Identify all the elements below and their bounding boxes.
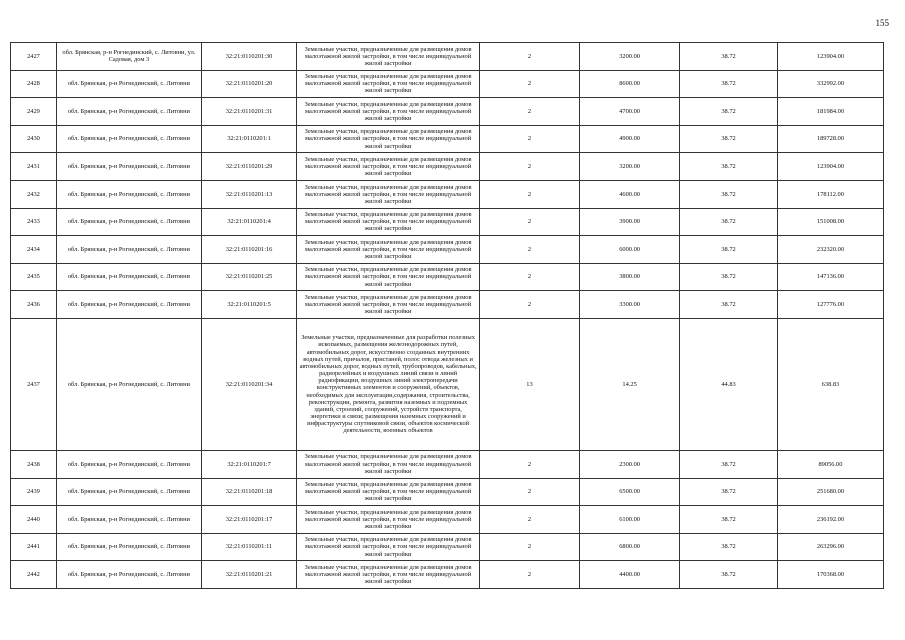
cadastral-value-cell: 178112.00 (777, 180, 883, 208)
area-cell: 8600.00 (580, 70, 680, 98)
category-cell: 2 (479, 43, 579, 71)
category-cell: 2 (479, 208, 579, 236)
cadastral-number-cell: 32:21:0110201:21 (201, 561, 296, 589)
cadastral-value-table (10, 42, 884, 589)
permitted-use-cell: Земельные участки, предназначенные для размещения домов малоэтажной жилой застройки, в том числе индивидуальной жилой застройки (297, 506, 480, 534)
permitted-use-cell: Земельные участки, предназначенные для размещения домов малоэтажной жилой застройки, в том числе индивидуальной жилой застройки (297, 561, 480, 589)
address-cell: обл. Брянская, р-н Рогнединский, с. Литовни (56, 318, 201, 450)
category-cell: 2 (479, 180, 579, 208)
category-cell: 2 (479, 291, 579, 319)
address-cell: обл. Брянская, р-н Рогнединский, с. Литовни (56, 561, 201, 589)
table-row (11, 263, 884, 291)
specific-value-cell: 38.72 (680, 506, 778, 534)
cadastral-number-cell: 32:21:0110201:31 (201, 98, 296, 126)
specific-value-cell: 38.72 (680, 533, 778, 561)
cadastral-number-cell: 32:21:0110201:5 (201, 291, 296, 319)
cadastral-value-cell: 638.83 (777, 318, 883, 450)
row-number: 2438 (11, 450, 57, 478)
area-cell: 14.25 (580, 318, 680, 450)
table-row (11, 450, 884, 478)
address-cell: обл. Брянская, р-н Рогнединский, с. Литовни (56, 263, 201, 291)
cadastral-value-cell: 189728.00 (777, 125, 883, 153)
table-row (11, 236, 884, 264)
permitted-use-cell: Земельные участки, предназначенные для размещения домов малоэтажной жилой застройки, в том числе индивидуальной жилой застройки (297, 43, 480, 71)
specific-value-cell: 38.72 (680, 478, 778, 506)
permitted-use-cell: Земельные участки, предназначенные для размещения домов малоэтажной жилой застройки, в том числе индивидуальной жилой застройки (297, 98, 480, 126)
table-row (11, 180, 884, 208)
page-number: 155 (875, 18, 889, 28)
area-cell: 3200.00 (580, 153, 680, 181)
table-row (11, 478, 884, 506)
cadastral-number-cell: 32:21:0110201:34 (201, 318, 296, 450)
row-number: 2436 (11, 291, 57, 319)
cadastral-value-cell: 263296.00 (777, 533, 883, 561)
category-cell: 2 (479, 236, 579, 264)
area-cell: 3200.00 (580, 43, 680, 71)
permitted-use-cell: Земельные участки, предназначенные для размещения домов малоэтажной жилой застройки, в том числе индивидуальной жилой застройки (297, 263, 480, 291)
table-row (11, 506, 884, 534)
cadastral-number-cell: 32:21:0110201:11 (201, 533, 296, 561)
cadastral-number-cell: 32:21:0110201:16 (201, 236, 296, 264)
address-cell: обл. Брянская, р-н Рогнединский, с. Литовни (56, 291, 201, 319)
row-number: 2428 (11, 70, 57, 98)
area-cell: 3900.00 (580, 208, 680, 236)
permitted-use-cell: Земельные участки, предназначенные для разработки полезных ископаемых, размещения железнодорожных путей, автомобильных дорог, искусственно созданных внутренних водных путей, причалов, пристаней, полос отвода железных и автомобильных дорог, водных путей, трубопроводов, кабельных, радиорелейных и воздушных линий связи и линий радиофикации, воздушных линий электропередачи конструктивных элементов и сооружений, объектов, необходимых для эксплуатации,содержания, строительства, реконструкции, ремонта, развития наземных и подземных зданий, строений, сооружений, устройств транспорта, энергетики и связи; размещения наземных сооружений и инфраструктуры спутниковой связи, объектов космической деятельности, военных объектов (297, 318, 480, 450)
address-cell: обл. Брянская, р-н Рогнединский, с. Литовни (56, 450, 201, 478)
row-number: 2434 (11, 236, 57, 264)
specific-value-cell: 38.72 (680, 291, 778, 319)
permitted-use-cell: Земельные участки, предназначенные для размещения домов малоэтажной жилой застройки, в том числе индивидуальной жилой застройки (297, 478, 480, 506)
area-cell: 3300.00 (580, 291, 680, 319)
cadastral-number-cell: 32:21:0110201:4 (201, 208, 296, 236)
table-body (11, 43, 884, 589)
cadastral-number-cell: 32:21:0110201:25 (201, 263, 296, 291)
area-cell: 3800.00 (580, 263, 680, 291)
cadastral-value-cell: 181984.00 (777, 98, 883, 126)
specific-value-cell: 38.72 (680, 450, 778, 478)
permitted-use-cell: Земельные участки, предназначенные для размещения домов малоэтажной жилой застройки, в том числе индивидуальной жилой застройки (297, 533, 480, 561)
area-cell: 2300.00 (580, 450, 680, 478)
address-cell: обл. Брянская, р-н Рогнединский, с. Литовни (56, 180, 201, 208)
specific-value-cell: 38.72 (680, 236, 778, 264)
cadastral-number-cell: 32:21:0110201:20 (201, 70, 296, 98)
table-row (11, 43, 884, 71)
permitted-use-cell: Земельные участки, предназначенные для размещения домов малоэтажной жилой застройки, в том числе индивидуальной жилой застройки (297, 180, 480, 208)
row-number: 2429 (11, 98, 57, 126)
table-row (11, 318, 884, 450)
cadastral-value-cell: 123904.00 (777, 153, 883, 181)
category-cell: 2 (479, 533, 579, 561)
permitted-use-cell: Земельные участки, предназначенные для размещения домов малоэтажной жилой застройки, в том числе индивидуальной жилой застройки (297, 70, 480, 98)
area-cell: 4700.00 (580, 98, 680, 126)
specific-value-cell: 38.72 (680, 153, 778, 181)
specific-value-cell: 38.72 (680, 263, 778, 291)
permitted-use-cell: Земельные участки, предназначенные для размещения домов малоэтажной жилой застройки, в том числе индивидуальной жилой застройки (297, 291, 480, 319)
cadastral-number-cell: 32:21:0110201:30 (201, 43, 296, 71)
cadastral-value-cell: 123904.00 (777, 43, 883, 71)
area-cell: 6800.00 (580, 533, 680, 561)
table-row (11, 98, 884, 126)
cadastral-value-cell: 147136.00 (777, 263, 883, 291)
area-cell: 4600.00 (580, 180, 680, 208)
row-number: 2433 (11, 208, 57, 236)
address-cell: обл. Брянская, р-н Рогнединский, с. Литовни, ул. Садовая, дом 3 (56, 43, 201, 71)
address-cell: обл. Брянская, р-н Рогнединский, с. Литовни (56, 478, 201, 506)
address-cell: обл. Брянская, р-н Рогнединский, с. Литовни (56, 125, 201, 153)
row-number: 2430 (11, 125, 57, 153)
cadastral-number-cell: 32:21:0110201:13 (201, 180, 296, 208)
permitted-use-cell: Земельные участки, предназначенные для размещения домов малоэтажной жилой застройки, в том числе индивидуальной жилой застройки (297, 153, 480, 181)
table-row (11, 561, 884, 589)
cadastral-value-cell: 170368.00 (777, 561, 883, 589)
row-number: 2431 (11, 153, 57, 181)
specific-value-cell: 38.72 (680, 98, 778, 126)
address-cell: обл. Брянская, р-н Рогнединский, с. Литовни (56, 208, 201, 236)
area-cell: 6000.00 (580, 236, 680, 264)
table-row (11, 153, 884, 181)
specific-value-cell: 44.83 (680, 318, 778, 450)
address-cell: обл. Брянская, р-н Рогнединский, с. Литовни (56, 70, 201, 98)
cadastral-value-cell: 251680.00 (777, 478, 883, 506)
cadastral-value-cell: 151008.00 (777, 208, 883, 236)
cadastral-number-cell: 32:21:0110201:18 (201, 478, 296, 506)
category-cell: 2 (479, 153, 579, 181)
row-number: 2427 (11, 43, 57, 71)
cadastral-value-cell: 332992.00 (777, 70, 883, 98)
category-cell: 2 (479, 98, 579, 126)
row-number: 2441 (11, 533, 57, 561)
category-cell: 2 (479, 506, 579, 534)
category-cell: 13 (479, 318, 579, 450)
area-cell: 4900.00 (580, 125, 680, 153)
row-number: 2435 (11, 263, 57, 291)
permitted-use-cell: Земельные участки, предназначенные для размещения домов малоэтажной жилой застройки, в том числе индивидуальной жилой застройки (297, 236, 480, 264)
cadastral-value-cell: 89056.00 (777, 450, 883, 478)
specific-value-cell: 38.72 (680, 43, 778, 71)
cadastral-value-cell: 127776.00 (777, 291, 883, 319)
area-cell: 4400.00 (580, 561, 680, 589)
table-row (11, 125, 884, 153)
address-cell: обл. Брянская, р-н Рогнединский, с. Литовни (56, 533, 201, 561)
specific-value-cell: 38.72 (680, 125, 778, 153)
specific-value-cell: 38.72 (680, 561, 778, 589)
specific-value-cell: 38.72 (680, 208, 778, 236)
cadastral-value-cell: 232320.00 (777, 236, 883, 264)
category-cell: 2 (479, 450, 579, 478)
row-number: 2439 (11, 478, 57, 506)
cadastral-number-cell: 32:21:0110201:1 (201, 125, 296, 153)
cadastral-number-cell: 32:21:0110201:29 (201, 153, 296, 181)
category-cell: 2 (479, 561, 579, 589)
row-number: 2437 (11, 318, 57, 450)
permitted-use-cell: Земельные участки, предназначенные для размещения домов малоэтажной жилой застройки, в том числе индивидуальной жилой застройки (297, 125, 480, 153)
address-cell: обл. Брянская, р-н Рогнединский, с. Литовни (56, 236, 201, 264)
category-cell: 2 (479, 125, 579, 153)
table-row (11, 291, 884, 319)
area-cell: 6100.00 (580, 506, 680, 534)
cadastral-value-cell: 236192.00 (777, 506, 883, 534)
address-cell: обл. Брянская, р-н Рогнединский, с. Литовни (56, 98, 201, 126)
row-number: 2442 (11, 561, 57, 589)
row-number: 2440 (11, 506, 57, 534)
cadastral-number-cell: 32:21:0110201:17 (201, 506, 296, 534)
specific-value-cell: 38.72 (680, 180, 778, 208)
category-cell: 2 (479, 478, 579, 506)
category-cell: 2 (479, 263, 579, 291)
address-cell: обл. Брянская, р-н Рогнединский, с. Литовни (56, 506, 201, 534)
row-number: 2432 (11, 180, 57, 208)
table-row (11, 533, 884, 561)
table-row (11, 208, 884, 236)
cadastral-number-cell: 32:21:0110201:7 (201, 450, 296, 478)
permitted-use-cell: Земельные участки, предназначенные для размещения домов малоэтажной жилой застройки, в том числе индивидуальной жилой застройки (297, 450, 480, 478)
category-cell: 2 (479, 70, 579, 98)
area-cell: 6500.00 (580, 478, 680, 506)
permitted-use-cell: Земельные участки, предназначенные для размещения домов малоэтажной жилой застройки, в том числе индивидуальной жилой застройки (297, 208, 480, 236)
specific-value-cell: 38.72 (680, 70, 778, 98)
table-row (11, 70, 884, 98)
address-cell: обл. Брянская, р-н Рогнединский, с. Литовни (56, 153, 201, 181)
